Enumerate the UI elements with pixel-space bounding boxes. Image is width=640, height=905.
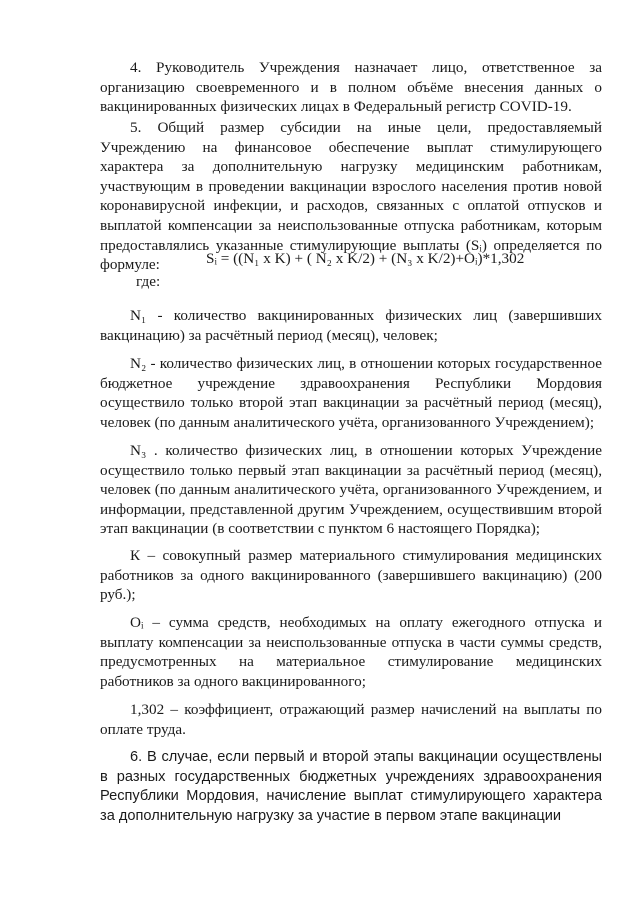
formula-si: Sᵢ = ((N₁ x K) + ( N₂ x K/2) + (N₃ x K/2)+Oᵢ)*1,302 [206, 250, 525, 267]
definition-n2: N₂ - количество физических лиц, в отношении которых государственное бюджетное учреждение здравоохранения Республики Мордовия осуществило только второй этап вакцинации за расчётный период (месяц), человек (по данным аналитического учёта, организованного Учреждением); [100, 355, 602, 431]
paragraph-5: 5. Общий размер субсидии на иные цели, предоставляемый Учреждению на финансовое обеспечение выплат стимулирующего характера за дополнительную нагрузку медицинским работникам, участвующим в проведении вакцинации взрослого населения против новой коронавирусной инфекции, и расходов, связанных с оплатой отпусков и выплатой компенсации за неиспользованные отпуска работникам, которым предоставлялись указанные стимулирующие выплаты (Sᵢ) определяется по формуле: [100, 119, 602, 274]
definition-coefficient: 1,302 – коэффициент, отражающий размер начислений на выплаты по оплате труда. [100, 701, 602, 738]
definition-n1: N₁ - количество вакцинированных физических лиц (завершивших вакцинацию) за расчётный период (месяц), человек; [100, 307, 602, 344]
definition-n3: N₃ . количество физических лиц, в отношении которых Учреждение осуществило только первый этап вакцинации за расчётный период (месяц), человек (по данным аналитического учёта, организованного Учреждением, и информации, представленной другим Учреждением, осуществившим второй этап вакцинации (в соответствии с пунктом 6 настоящего Порядка); [100, 442, 602, 538]
paragraph-4: 4. Руководитель Учреждения назначает лицо, ответственное за организацию своевременного и в полном объёме внесения данных о вакцинированных физических лицах в Федеральный регистр COVID-19. [100, 59, 602, 116]
where-label: где: [136, 273, 161, 290]
definition-k: К – совокупный размер материального стимулирования медицинских работников за одного вакцинированного (завершившего вакцинацию) (200 руб.); [100, 547, 602, 604]
paragraph-6: 6. В случае, если первый и второй этапы вакцинации осуществлены в разных государственных бюджетных учреждениях здравоохранения Республики Мордовия, начисление выплат стимулирующего характера за дополнительную нагрузку за участие в первом этапе вакцинации [100, 749, 602, 824]
definition-oi: Oᵢ – сумма средств, необходимых на оплату ежегодного отпуска и выплату компенсации за неиспользованные отпуска в части суммы средств, предусмотренных на материальное стимулирование медицинских работников за одного вакцинированного; [100, 614, 602, 690]
